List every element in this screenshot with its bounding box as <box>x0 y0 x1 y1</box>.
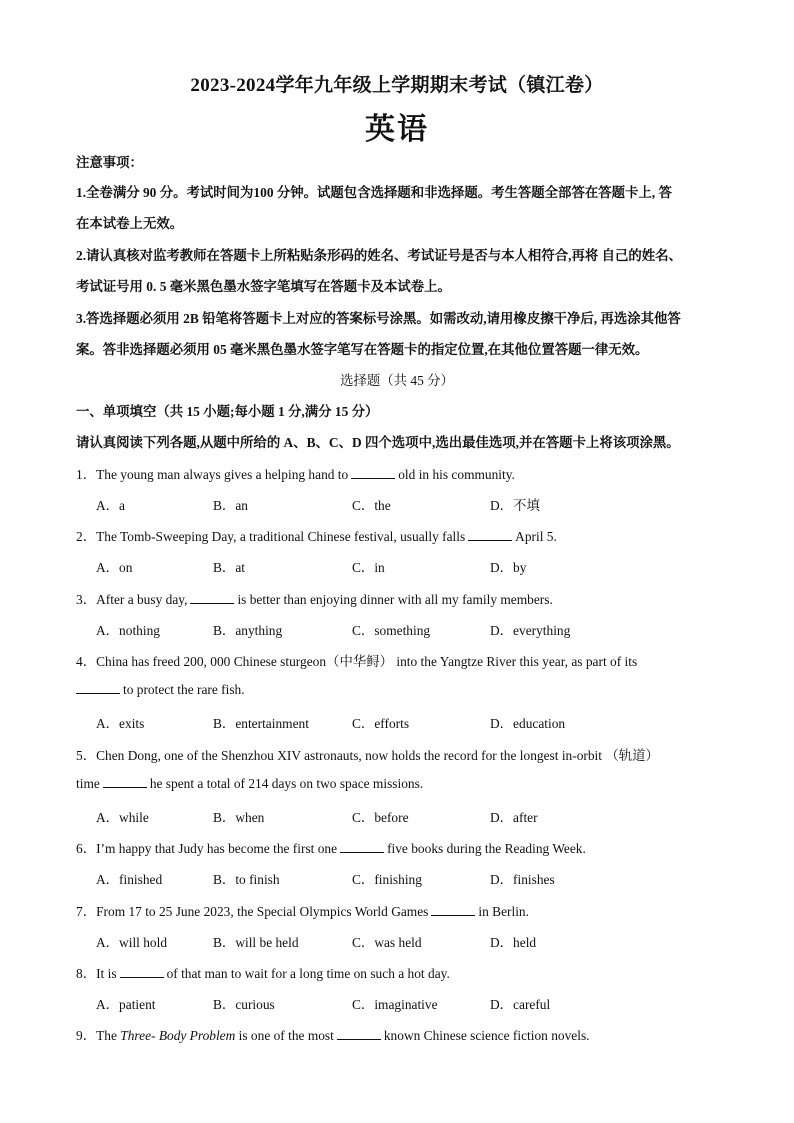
question-text: of that man to wait for a long time on such a hot day. <box>166 966 450 981</box>
answer-blank <box>76 682 120 694</box>
question-7 <box>76 901 529 920</box>
question-text: The young man always gives a helping hand to <box>96 467 349 482</box>
question-text: to protect the rare fish. <box>123 682 245 697</box>
option-c: C．efforts <box>352 716 410 731</box>
option-b: B．entertainment <box>213 716 309 731</box>
question-text: he spent a total of 214 days on two space missions. <box>149 776 424 791</box>
notice-item-1-line2: 在本试卷上无效。 <box>76 216 184 231</box>
notice-item-3-line2: 案。答非选择题必须用 05 毫米黑色墨水签字笔写在答题卡的指定位置,在其他位置答题一律无效。 <box>76 342 649 357</box>
question-3 <box>76 589 553 608</box>
option-c: C．was held <box>352 935 422 950</box>
question-9 <box>76 1025 590 1044</box>
question-text: From 17 to 25 June 2023, the Special Olympics World Games <box>96 904 429 919</box>
question-text: I’m happy that Judy has become the first one <box>96 841 338 856</box>
option-b: B．curious <box>213 997 275 1012</box>
question-number: 9． <box>76 1028 97 1043</box>
question-text: old in his community. <box>398 467 515 482</box>
option-b: B．anything <box>213 623 283 638</box>
part-instruction: 请认真阅读下列各题,从题中所给的 A、B、C、D 四个选项中,选出最佳选项,并在答题卡上将该项涂黑。 <box>76 435 680 450</box>
option-b: B．when <box>213 810 265 825</box>
option-d: D．everything <box>490 623 571 638</box>
answer-blank <box>103 776 147 788</box>
question-number: 5． <box>76 748 97 763</box>
option-a: A．exits <box>96 716 145 731</box>
option-b: B．to finish <box>213 872 280 887</box>
option-d: D．不填 <box>490 498 540 513</box>
question-text: April 5. <box>515 529 557 544</box>
question-text: The Tomb-Sweeping Day, a traditional Chinese festival, usually falls <box>96 529 466 544</box>
option-b: B．an <box>213 498 248 513</box>
option-b: B．at <box>213 560 245 575</box>
answer-blank <box>340 841 384 853</box>
notice-item-3-line1: 3.答选择题必须用 2B 铅笔将答题卡上对应的答案标号涂黑。如需改动,请用橡皮擦干净后, 再选涂其他答 <box>76 311 681 326</box>
question-text: After a busy day, <box>96 592 188 607</box>
option-a: A．a <box>96 498 126 513</box>
question-number: 1． <box>76 467 97 482</box>
question-text: It is <box>96 966 117 981</box>
question-2 <box>76 526 557 545</box>
option-c: C．the <box>352 498 391 513</box>
question-text: five books during the Reading Week. <box>387 841 586 856</box>
question-text: China has freed 200, 000 Chinese sturgeon（中华鲟） into the Yangtze River this year, as part of its <box>96 654 638 669</box>
question-number: 2． <box>76 529 97 544</box>
notice-item-2-line2: 考试证号用 0. 5 毫米黑色墨水签字笔填写在答题卡及本试卷上。 <box>76 279 451 294</box>
option-d: D．careful <box>490 997 551 1012</box>
option-a: A．nothing <box>96 623 160 638</box>
answer-blank <box>120 966 164 978</box>
notice-item-2-line1: 2.请认真核对监考教师在答题卡上所粘贴条形码的姓名、考试证号是否与本人相符合,再将 自己的姓名、 <box>76 248 682 263</box>
question-1 <box>76 464 515 483</box>
question-text: in Berlin. <box>478 904 529 919</box>
option-c: C．something <box>352 623 431 638</box>
question-5 <box>76 745 659 764</box>
question-4 <box>76 651 637 670</box>
answer-blank <box>190 592 234 604</box>
option-d: D．after <box>490 810 538 825</box>
option-a: A．patient <box>96 997 156 1012</box>
question-8 <box>76 963 450 982</box>
answer-blank <box>337 1028 381 1040</box>
option-d: D．education <box>490 716 566 731</box>
option-d: D．held <box>490 935 537 950</box>
exam-title: 2023-2024学年九年级上学期期末考试（镇江卷） <box>190 75 604 96</box>
option-d: D．finishes <box>490 872 555 887</box>
option-c: C．finishing <box>352 872 422 887</box>
part-title: 一、单项填空（共 15 小题;每小题 1 分,满分 15 分） <box>76 404 379 419</box>
question-6 <box>76 838 586 857</box>
question-number: 4． <box>76 654 97 669</box>
option-a: A．on <box>96 560 133 575</box>
section-title: 选择题（共 45 分） <box>340 373 454 388</box>
question-4-continued <box>76 682 245 698</box>
question-number: 8． <box>76 966 97 981</box>
option-b: B．will be held <box>213 935 299 950</box>
book-title: Three- Body Problem <box>120 1028 236 1043</box>
option-c: C．in <box>352 560 385 575</box>
answer-blank <box>468 529 512 541</box>
question-text: known Chinese science fiction novels. <box>383 1028 590 1043</box>
question-text: is better than enjoying dinner with all my family members. <box>237 592 553 607</box>
question-number: 7． <box>76 904 97 919</box>
option-c: C．imaginative <box>352 997 438 1012</box>
question-5-continued <box>76 776 423 792</box>
question-text: Chen Dong, one of the Shenzhou XIV astronauts, now holds the record for the longest in-orbit （轨道） <box>96 748 659 763</box>
question-number: 6． <box>76 841 97 856</box>
question-text: time <box>76 776 100 791</box>
option-c: C．before <box>352 810 409 825</box>
option-a: A．while <box>96 810 149 825</box>
answer-blank <box>431 904 475 916</box>
question-text: The <box>96 1028 121 1043</box>
question-number: 3． <box>76 592 97 607</box>
notice-heading: 注意事项： <box>76 155 143 170</box>
option-a: A．will hold <box>96 935 168 950</box>
question-text: is one of the most <box>235 1028 334 1043</box>
subject-title: 英语 <box>365 113 429 146</box>
option-d: D．by <box>490 560 527 575</box>
notice-item-1-line1: 1.全卷满分 90 分。考试时间为100 分钟。试题包含选择题和非选择题。考生答题全部答在答题卡上, 答 <box>76 185 672 200</box>
answer-blank <box>351 467 395 479</box>
option-a: A．finished <box>96 872 163 887</box>
